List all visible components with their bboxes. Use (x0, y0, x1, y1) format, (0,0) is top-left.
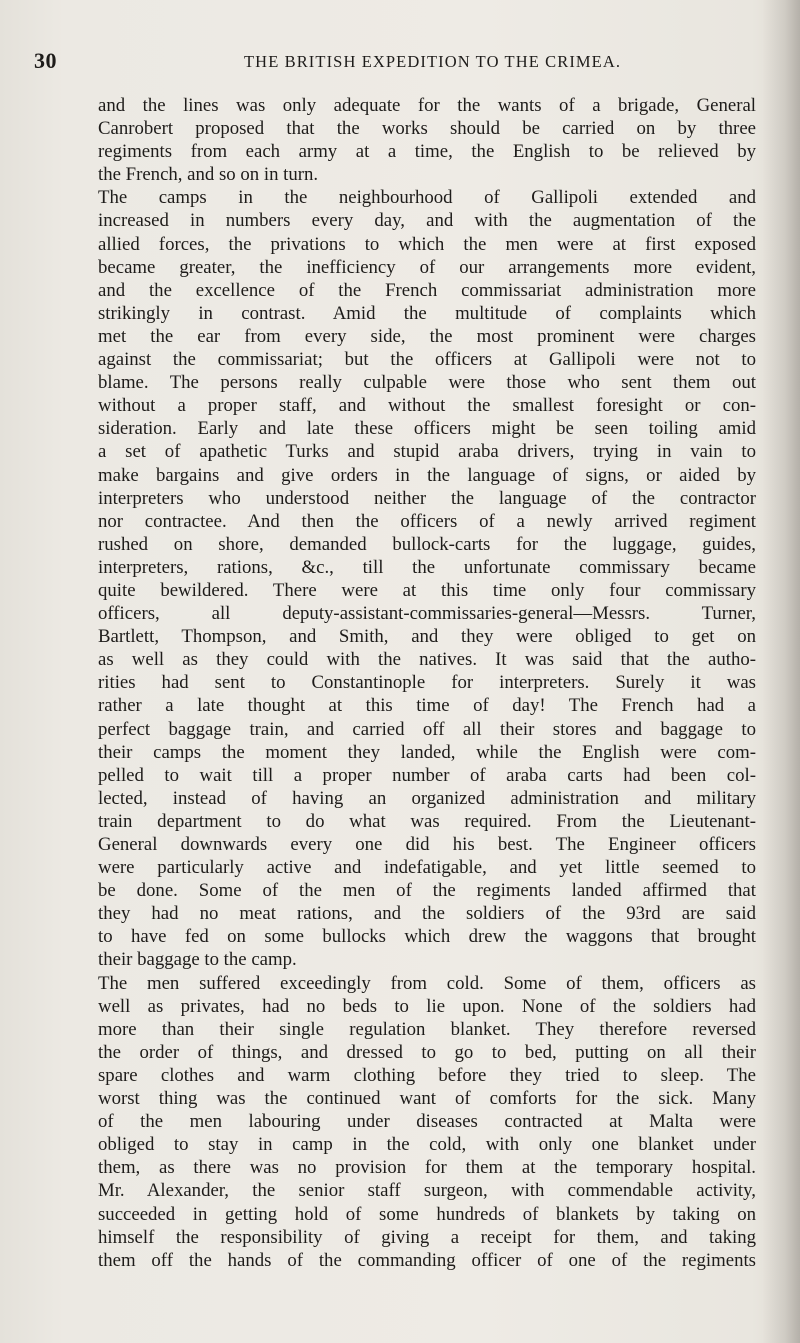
text-line: their camps the moment they landed, while the English were com- (98, 741, 756, 763)
text-line: to have fed on some bullocks which drew the waggons that brought (98, 926, 756, 948)
text-line: met the ear from every side, the most prominent were charges (98, 325, 756, 347)
text-line: were particularly active and indefatigable, and yet little seemed to (98, 857, 756, 879)
text-line: lected, instead of having an organized administration and military (98, 787, 756, 809)
text-line: the French, and so on in turn. (98, 164, 319, 186)
text-line: pelled to wait till a proper number of araba carts had been col- (98, 764, 756, 786)
text-line: well as privates, had no beds to lie upon. None of the soldiers had (98, 995, 756, 1017)
text-line: regiments from each army at a time, the English to be relieved by (98, 141, 756, 163)
text-line: obliged to stay in camp in the cold, with only one blanket under (98, 1134, 756, 1156)
text-line: and the excellence of the French commissariat administration more (98, 279, 756, 301)
text-line: increased in numbers every day, and with the augmentation of the (98, 210, 756, 232)
text-line: spare clothes and warm clothing before they tried to sleep. The (98, 1064, 756, 1086)
text-line: The men suffered exceedingly from cold. Some of them, officers as (98, 972, 756, 994)
text-line: them off the hands of the commanding officer of one of the regiments (98, 1249, 756, 1271)
body-text (98, 94, 756, 1272)
text-line: make bargains and give orders in the language of signs, or aided by (98, 464, 756, 486)
page-edge-shadow (762, 0, 800, 1343)
text-line: the order of things, and dressed to go to bed, putting on all their (98, 1041, 756, 1063)
text-line: rather a late thought at this time of day! The French had a (98, 695, 756, 717)
text-line: quite bewildered. There were at this time only four commissary (98, 579, 756, 601)
page-number: 30 (34, 48, 57, 73)
text-line: worst thing was the continued want of comforts for the sick. Many (98, 1088, 756, 1110)
text-line: train department to do what was required. From the Lieutenant- (98, 810, 756, 832)
text-line: them, as there was no provision for them at the temporary hospital. (98, 1157, 756, 1179)
text-line: sideration. Early and late these officers might be seen toiling amid (98, 418, 756, 440)
running-head: THE BRITISH EXPEDITION TO THE CRIMEA. (244, 52, 622, 71)
text-line: strikingly in contrast. Amid the multitude of complaints which (98, 302, 756, 324)
text-line: succeeded in getting hold of some hundreds of blankets by taking on (98, 1203, 756, 1225)
text-line: rities had sent to Constantinople for interpreters. Surely it was (98, 672, 756, 694)
text-line: Canrobert proposed that the works should be carried on by three (98, 118, 756, 140)
text-line: Bartlett, Thompson, and Smith, and they were obliged to get on (98, 626, 756, 648)
text-line: rushed on shore, demanded bullock-carts for the luggage, guides, (98, 533, 756, 555)
text-line: officers, all deputy-assistant-commissaries-general—Messrs. Turner, (98, 603, 756, 625)
text-line: interpreters, rations, &c., till the unfortunate commissary became (98, 556, 756, 578)
text-line: be done. Some of the men of the regiments landed affirmed that (98, 880, 756, 902)
text-line: and the lines was only adequate for the wants of a brigade, General (98, 95, 756, 116)
text-line: The camps in the neighbourhood of Gallipoli extended and (98, 187, 756, 209)
text-line: Mr. Alexander, the senior staff surgeon, with commendable activity, (98, 1180, 756, 1202)
text-line: of the men labouring under diseases contracted at Malta were (98, 1111, 756, 1133)
text-line: allied forces, the privations to which the men were at first exposed (98, 233, 756, 255)
text-line: against the commissariat; but the officers at Gallipoli were not to (98, 349, 756, 371)
text-line: a set of apathetic Turks and stupid araba drivers, trying in vain to (98, 441, 756, 463)
text-line: interpreters who understood neither the language of the contractor (98, 487, 756, 509)
text-line: their baggage to the camp. (98, 949, 297, 971)
text-line: blame. The persons really culpable were those who sent them out (98, 372, 756, 394)
text-line: General downwards every one did his best. The Engineer officers (98, 834, 756, 855)
text-line: as well as they could with the natives. It was said that the autho- (98, 649, 756, 671)
text-line: perfect baggage train, and carried off all their stores and baggage to (98, 718, 756, 740)
text-line: more than their single regulation blanket. They therefore reversed (98, 1018, 756, 1040)
text-line: himself the responsibility of giving a receipt for them, and taking (98, 1226, 756, 1248)
text-line: nor contractee. And then the officers of a newly arrived regiment (98, 510, 756, 532)
text-line: without a proper staff, and without the smallest foresight or con- (98, 395, 756, 417)
page-header (0, 48, 800, 78)
text-line: they had no meat rations, and the soldiers of the 93rd are said (98, 903, 756, 925)
text-line: became greater, the inefficiency of our arrangements more evident, (98, 256, 756, 278)
